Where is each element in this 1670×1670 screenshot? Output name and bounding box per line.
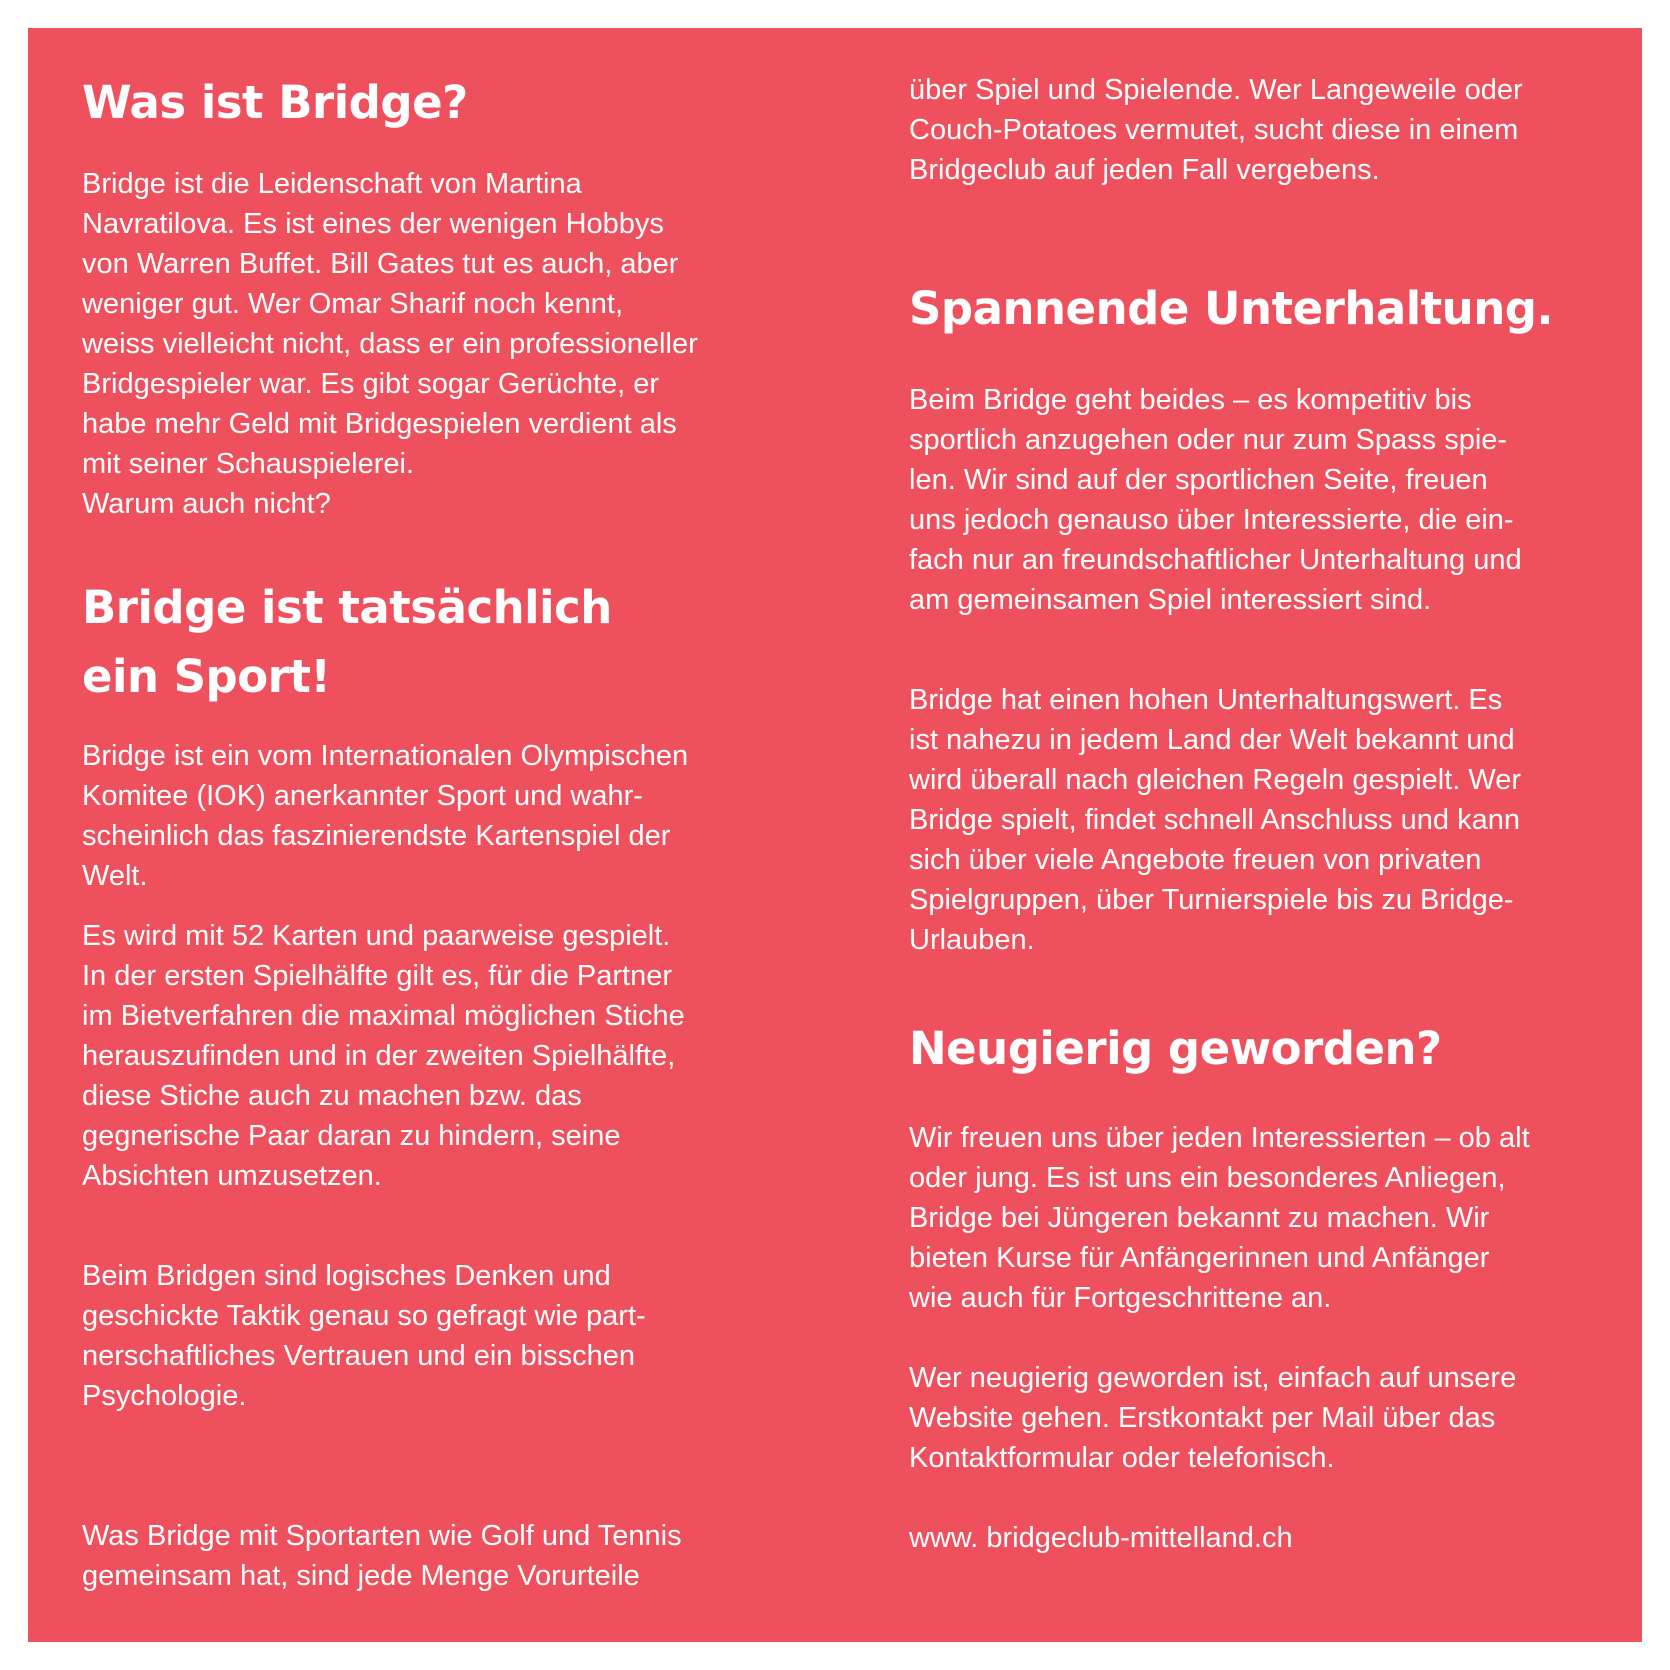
paragraph-continuation: über Spiel und Spielende. Wer Langeweile oder Couch-Potatoes vermutet, sucht diese in einem Bridgeclub auf jeden Fall vergebens.	[909, 74, 1523, 186]
paragraph-kontakt: Wer neugierig geworden ist, einfach auf unsere Website gehen. Erstkontakt per Mail über das Kontaktformular oder telefonisch.	[909, 1362, 1517, 1474]
paragraph-wir-freuen-uns: Wir freuen uns über jeden Interessierten – ob alt oder jung. Es ist uns ein besonderes Anliegen, Bridge bei Jüngeren bekannt zu machen. Wir bieten Kurse für Anfängerinnen und Anfänger wie auch für Fortgeschrittene an.	[909, 1122, 1530, 1314]
website-link[interactable]: www. bridgeclub-mittelland.ch	[909, 1522, 1293, 1554]
paragraph-unterhaltungswert: Bridge hat einen hohen Unterhaltungswert. Es ist nahezu in jedem Land der Welt bekannt und wird überall nach gleichen Regeln gespielt. Wer Bridge spielt, findet schnell Anschluss und kann sich über viele Angebote freuen von privaten Spielgruppen, über Turnierspiele bis zu Bridge- Urlauben.	[909, 684, 1522, 956]
heading-spannende-unterhaltung: Spannende Unterhaltung.	[909, 282, 1554, 335]
paragraph-52-karten: Es wird mit 52 Karten und paarweise gespielt. In der ersten Spielhälfte gilt es, für die Partner im Bietverfahren die maximal möglichen Stiche herauszufinden und in der zweiten Spielhälfte, diese Stiche auch zu machen bzw. das gegnerische Paar daran zu hindern, seine Absichten umzusetzen.	[82, 920, 685, 1192]
paragraph-was-ist-bridge: Bridge ist die Leidenschaft von Martina Navratilova. Es ist eines der wenigen Hobbys von Warren Buffet. Bill Gates tut es auch, aber weniger gut. Wer Omar Sharif noch kennt, weiss vielleicht nicht, dass er ein professioneller Bridgespieler war. Es gibt sogar Gerüchte, er habe mehr Geld mit Bridgespielen verdient als mit seiner Schauspielerei. Warum auch nicht?	[82, 168, 698, 520]
heading-bridge-sport: Bridge ist tatsächlich ein Sport!	[82, 581, 612, 703]
flyer-panel	[28, 28, 1642, 1642]
paragraph-beim-bridge-beides: Beim Bridge geht beides – es kompetitiv bis sportlich anzugehen oder nur zum Spass spie- len. Wir sind auf der sportlichen Seite, freuen uns jedoch genauso über Interessierte, die ein- fach nur an freundschaftlicher Unterhaltung und am gemeinsamen Spiel interessiert sind.	[909, 384, 1522, 616]
paragraph-ioc-sport: Bridge ist ein vom Internationalen Olympischen Komitee (IOK) anerkannter Sport und wahr- scheinlich das faszinierendste Kartenspiel der Welt.	[82, 740, 689, 892]
paragraph-vorurteile: Was Bridge mit Sportarten wie Golf und Tennis gemeinsam hat, sind jede Menge Vorurteile	[82, 1520, 682, 1592]
paragraph-logisches-denken: Beim Bridgen sind logisches Denken und geschickte Taktik genau so gefragt wie part- nerschaftliches Vertrauen und ein bisschen Psychologie.	[82, 1260, 646, 1412]
heading-was-ist-bridge: Was ist Bridge?	[82, 76, 468, 129]
heading-neugierig-geworden: Neugierig geworden?	[909, 1022, 1442, 1075]
